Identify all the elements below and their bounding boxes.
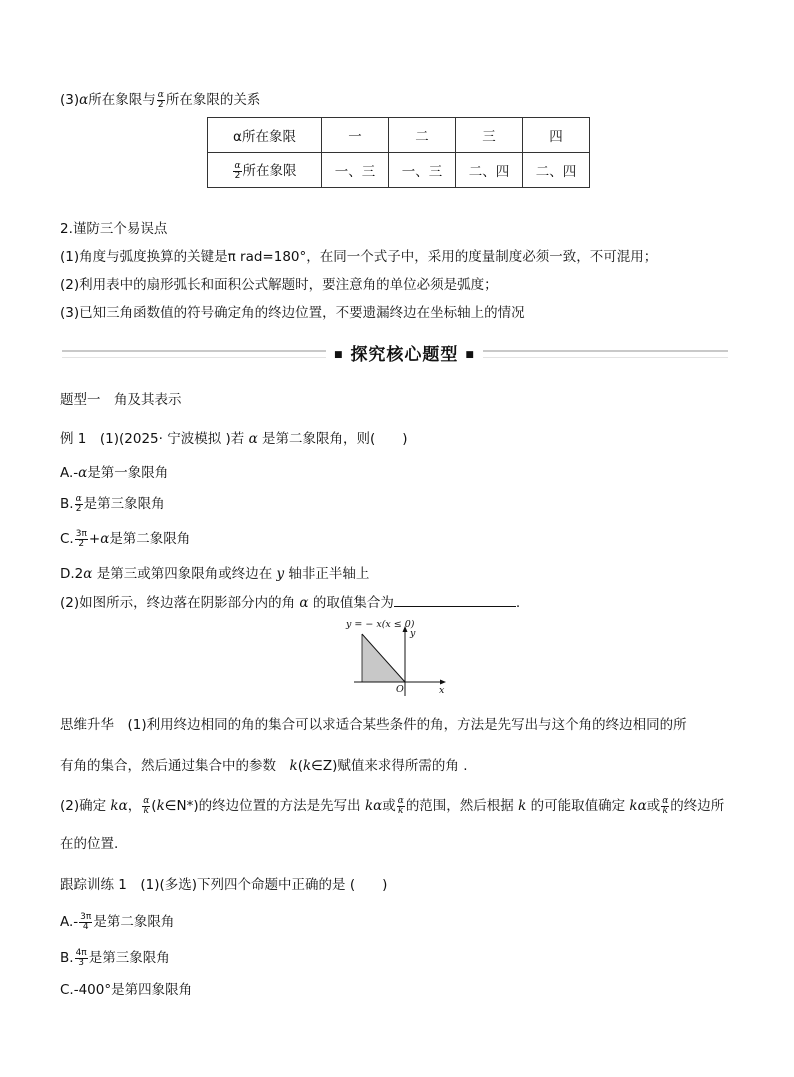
table-cell: 二 <box>389 118 456 153</box>
paragraph: (1)角度与弧度换算的关键是π rad=180°，在同一个式子中，采用的度量制度必须一致，不可混用； <box>60 249 658 265</box>
origin-label: O <box>396 684 404 695</box>
thinking-line-4: 在的位置. <box>60 836 119 852</box>
fraction: $\frac{\alpha}{k}$ <box>397 795 404 816</box>
answer-blank[interactable] <box>394 594 516 607</box>
table-row <box>208 153 590 188</box>
table-cell <box>208 153 322 188</box>
table-cell: 一 <box>322 118 389 153</box>
practice-heading: 跟踪训练 1 (1)(多选)下列四个命题中正确的是 ( ) <box>60 877 388 893</box>
example-stem <box>60 427 408 447</box>
table-cell: 二、四 <box>456 153 523 188</box>
fraction: $\frac{\alpha}{k}$ <box>143 795 150 816</box>
table-cell: α所在象限 <box>208 118 322 153</box>
section-heading: 2.谨防三个易误点 <box>60 221 168 237</box>
thinking-line-3: (2)确定 kα， $\frac{\alpha}{k}$ (k∈N*)的终边位置的方法是先写出 kα或 $\frac{\alpha}{k}$ 的范围，然后根据 k 的可能取值确定 kα或 $\frac{\alpha}{k}$ 的终边所 <box>60 795 725 816</box>
fraction: $\frac{\alpha}{2}$ <box>75 493 82 514</box>
y-label: y <box>410 628 416 639</box>
alpha-half-fraction: $\frac{\alpha}{2}$ <box>157 89 164 110</box>
option-d: D.2α 是第三或第四象限角或终边在 y 轴非正半轴上 <box>60 566 370 582</box>
thinking-line-2: 有角的集合，然后通过集合中的参数 k(k∈Z)赋值来求得所需的角 . <box>60 758 468 774</box>
table-row <box>208 118 590 153</box>
x-arrow-icon <box>440 680 446 685</box>
practice-option-a: A.- $\frac{3\pi}{4}$ 是第二象限角 <box>60 911 175 932</box>
banner-bullet: ■ <box>334 350 344 360</box>
thinking-label: 思维升华 <box>60 717 114 733</box>
question-2: (2)如图所示，终边落在阴影部分内的角 α 的取值集合为 . <box>60 595 521 611</box>
alpha-symbol: α <box>79 92 89 108</box>
option-b: B. $\frac{\alpha}{2}$ 是第三象限角 <box>60 493 165 514</box>
line-label: y = − x(x ≤ 0) <box>346 619 415 630</box>
table-cell: 四 <box>523 118 590 153</box>
fraction: $\frac{3\pi}{2}$ <box>75 528 87 549</box>
table-cell: 二、四 <box>523 153 590 188</box>
row-label: 所在象限 <box>242 163 297 180</box>
table-cell: 一、三 <box>389 153 456 188</box>
banner-bullet: ■ <box>465 350 475 360</box>
x-label: x <box>439 685 445 696</box>
thinking-line-1: 思维升华 (1)利用终边相同的角的集合可以求适合某些条件的角，方法是先写出与这个角的终边相同的所 <box>60 717 687 733</box>
quadrant-relation-table <box>207 117 590 188</box>
banner <box>326 340 483 365</box>
option-c: C. $\frac{3\pi}{2}$ +α是第二象限角 <box>60 528 191 549</box>
practice-option-b: B. $\frac{4\pi}{3}$ 是第三象限角 <box>60 947 170 968</box>
relation-heading <box>60 88 260 110</box>
heading-mid: 所在象限与 <box>88 92 156 108</box>
table-cell: 一、三 <box>322 153 389 188</box>
type-heading: 题型一 角及其表示 <box>60 392 182 408</box>
paragraph: (2)利用表中的扇形弧长和面积公式解题时，要注意角的单位必须是弧度； <box>60 277 498 293</box>
fraction: $\frac{\alpha}{k}$ <box>662 795 669 816</box>
fraction: $\frac{3\pi}{4}$ <box>80 911 92 932</box>
option-a: A.-α是第一象限角 <box>60 465 169 481</box>
shaded-angle-figure <box>340 616 460 696</box>
stem-text: 是第二象限角，则( ) <box>257 431 408 447</box>
heading-prefix: (3) <box>60 92 80 108</box>
fraction: $\frac{4\pi}{3}$ <box>75 947 87 968</box>
alpha-symbol: α <box>248 431 258 447</box>
banner-title: 探究核心题型 <box>350 345 459 365</box>
heading-suffix: 所在象限的关系 <box>165 92 261 108</box>
table-cell: 三 <box>456 118 523 153</box>
stem-text: 例 1 (1)(2025· 宁波模拟 )若 <box>60 431 249 447</box>
paragraph: (3)已知三角函数值的符号确定角的终边位置，不要遗漏终边在坐标轴上的情况 <box>60 305 525 321</box>
practice-option-c: C.-400°是第四象限角 <box>60 982 193 998</box>
alpha-half-fraction: $\frac{\alpha}{2}$ <box>234 160 241 181</box>
